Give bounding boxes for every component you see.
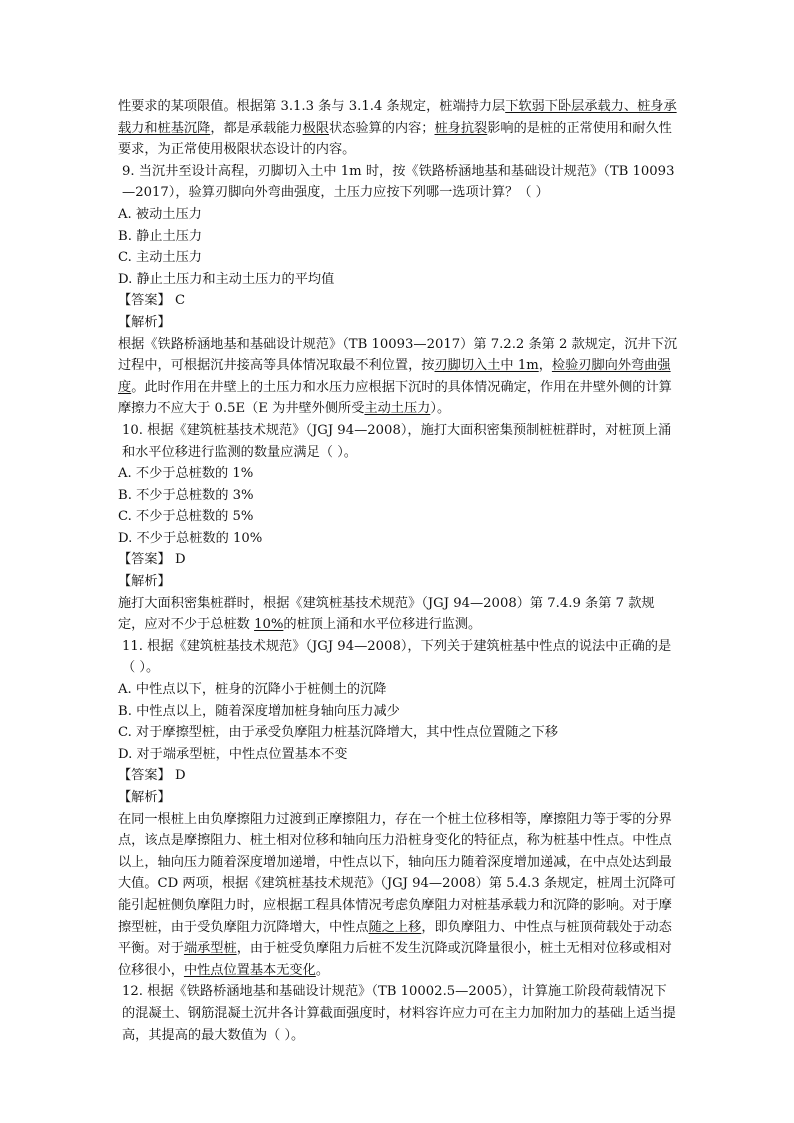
underlined-text: 刃脚切入土中 1m <box>434 358 539 374</box>
underlined-text: 主动土压力 <box>364 401 431 417</box>
paragraph-q9b <box>118 226 678 248</box>
paragraph-q11d <box>118 744 678 766</box>
text-run: 【解析】 <box>118 574 171 590</box>
text-run: B. 中性点以上，随着深度增加桩身轴向压力减少 <box>118 703 400 719</box>
text-run: 10. 根据《建筑桩基技术规范》（JGJ 94—2008），施打大面积密集预制桩桩群时，对桩顶上涌和水平位移进行监测的数量应满足（ ）。 <box>122 422 672 460</box>
text-run: 11. 根据《建筑桩基技术规范》（JGJ 94—2008），下列关于建筑桩基中性点的说法中正确的是（ ）。 <box>122 638 672 676</box>
underlined-text: 检验刃脚向外弯曲强度 <box>118 358 671 395</box>
document-page <box>118 96 678 1046</box>
underlined-text: 桩身抗裂 <box>434 120 488 136</box>
paragraph-q9a <box>118 204 678 226</box>
text-run: C. 主动土压力 <box>118 250 202 266</box>
underlined-text: 中性点位置基本无变化 <box>183 962 316 978</box>
paragraph-q11exp <box>118 809 678 982</box>
text-run: 12. 根据《铁路桥涵地基和基础设计规范》（TB 10002.5—2005），计算施工阶段荷载情况下的混凝土、钢筋混凝土沉井各计算截面强度时，材料容许应力可在主力加附加力的基础上适当提高，其提高的最大数值为（ ）。 <box>122 984 676 1043</box>
text-run: ，即负摩阻力、中性点与桩顶荷载处于动态平衡。对于 <box>118 919 672 957</box>
text-run: 9. 当沉井至设计高程，刃脚切入土中 1m 时，按《铁路桥涵地基和基础设计规范》（TB 10093—2017），验算刃脚向外弯曲强度，土压力应按下列哪一选项计算？（ ） <box>122 163 675 201</box>
text-run: 【答案】 D <box>118 768 186 784</box>
paragraph-q10a <box>118 463 678 485</box>
text-run: 在同一根桩上由负摩擦阻力过渡到正摩擦阻力，存在一个桩土位移相等，摩擦阻力等于零的分界点，该点是摩擦阻力、桩土相对位移和轴向压力沿桩身变化的特征点，称为桩基中性点。中性点以上，轴向压力随着深度增加递增，中性点以下，轴向压力随着深度增加递减，在中点处达到最大值。CD 两项，根据《建筑桩基技术规范》（JGJ 94—2008）第 5.4.3 条规定，桩周土沉降可能引起桩侧负摩阻力时，应根据工程具体情况考虑负摩阻力对桩基承载力和沉降的影响。对于摩擦型桩，由于受负摩阻力沉降增大，中性点 <box>118 811 676 935</box>
paragraph-q10 <box>118 420 678 463</box>
paragraph-q11ans <box>118 765 678 787</box>
text-run: 的桩顶上涌和水平位移进行监测。 <box>283 617 482 633</box>
text-run: 根据《铁路桥涵地基和基础设计规范》（TB 10093—2017）第 7.2.2 条第 2 款规定，沉井下沉过程中，可根据沉井接高等具体情况取最不利位置，按 <box>118 336 678 374</box>
paragraph-q9c <box>118 247 678 269</box>
text-run: A. 不少于总桩数的 1% <box>118 466 254 482</box>
paragraph-q11 <box>118 636 678 679</box>
paragraph-q10c <box>118 506 678 528</box>
underlined-text: 随之上移 <box>368 919 422 935</box>
paragraph-q10b <box>118 485 678 507</box>
text-run: C. 对于摩擦型桩，由于承受负摩阻力桩基沉降增大，其中性点位置随之下移 <box>118 725 559 741</box>
paragraph-q9ans <box>118 290 678 312</box>
text-run: 【答案】 D <box>118 552 186 568</box>
text-run: 。此时作用在井壁上的土压力和水压力应根据下沉时的具体情况确定，作用在井壁外侧的计算摩擦力不应大于 0.5E（E 为井壁外侧所受 <box>118 379 672 417</box>
paragraph-q11jx <box>118 787 678 809</box>
paragraph-b0 <box>118 96 678 161</box>
text-run: ， <box>538 358 552 374</box>
underlined-text: 10% <box>254 617 284 633</box>
text-run: 【答案】 C <box>118 293 186 309</box>
underlined-text: 极限 <box>302 120 329 136</box>
text-run: A. 中性点以下，桩身的沉降小于桩侧土的沉降 <box>118 682 387 698</box>
text-run: 。 <box>315 962 329 978</box>
text-run: C. 不少于总桩数的 5% <box>118 509 254 525</box>
paragraph-q10jx <box>118 571 678 593</box>
text-run: 施打大面积密集桩群时，根据《建筑桩基技术规范》（JGJ 94—2008）第 7.4.9 条第 7 款规定，应对不少于总桩数 <box>118 595 655 633</box>
paragraph-q9jx <box>118 312 678 334</box>
paragraph-q11b <box>118 701 678 723</box>
paragraph-q9 <box>118 161 678 204</box>
text-run: A. 被动土压力 <box>118 206 202 222</box>
text-run: ，由于桩受负摩阻力后桩不发生沉降或沉降量很小，桩土无相对位移或相对位移很小， <box>118 941 672 978</box>
text-run: D. 静止土压力和主动土压力的平均值 <box>118 271 335 287</box>
paragraph-q9d <box>118 269 678 291</box>
text-run: B. 不少于总桩数的 3% <box>118 487 254 503</box>
text-run: D. 不少于总桩数的 10% <box>118 530 263 546</box>
paragraph-q12 <box>118 981 678 1046</box>
paragraph-q10exp <box>118 593 678 636</box>
paragraph-q10ans <box>118 549 678 571</box>
underlined-text: 端承型桩 <box>183 941 237 957</box>
paragraph-q10d <box>118 528 678 550</box>
paragraph-q11a <box>118 679 678 701</box>
text-run: ，都是承载能力 <box>210 120 303 136</box>
text-run: 影响的是桩的正常使用和耐久性要求，为正常使用极限状态设计的内容。 <box>118 120 672 158</box>
text-run: 状态验算的内容； <box>329 120 435 136</box>
text-run: 【解析】 <box>118 314 171 330</box>
text-run: D. 对于端承型桩，中性点位置基本不变 <box>118 746 348 762</box>
text-run: 【解析】 <box>118 790 171 805</box>
text-run: 性要求的某项限值。根据第 3.1.3 条与 3.1.4 条规定，桩端持力层 <box>118 99 506 114</box>
underlined-text: 下软弱下卧层承载力、桩身承载力和桩基沉降 <box>118 99 677 136</box>
paragraph-q11c <box>118 722 678 744</box>
paragraph-q9exp <box>118 334 678 420</box>
text-run: B. 静止土压力 <box>118 228 203 244</box>
text-run: ）。 <box>430 401 451 417</box>
